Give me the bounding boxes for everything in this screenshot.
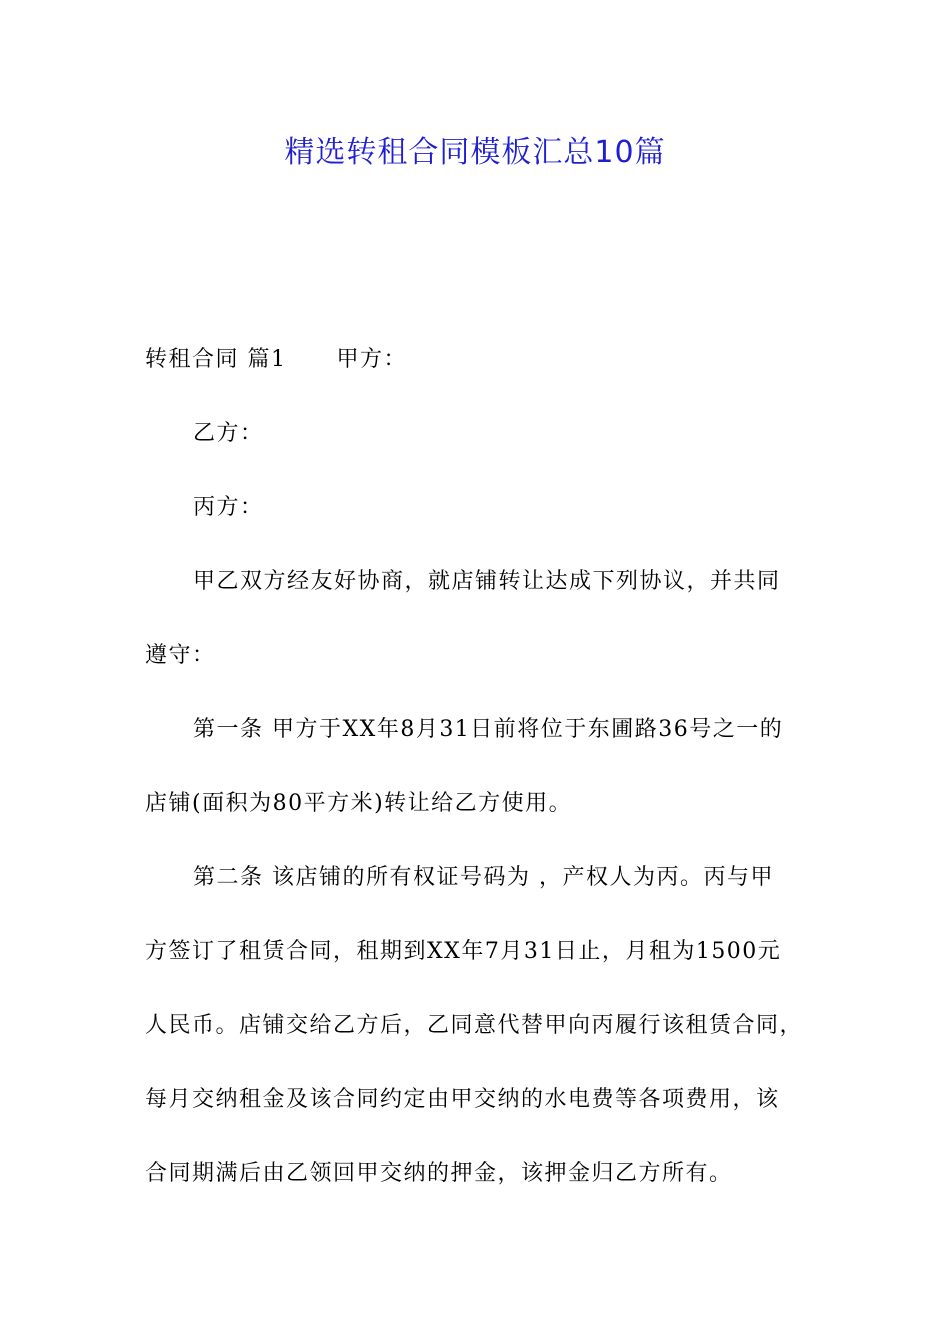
- document-title: 精选转租合同模板汇总10篇: [284, 135, 666, 170]
- heading-line: [145, 323, 815, 397]
- paragraph-line: 合同期满后由乙领回甲交纳的押金，该押金归乙方所有。: [145, 1161, 733, 1186]
- paragraph-line: 遵守：: [145, 643, 216, 668]
- paragraph-line: 每月交纳租金及该合同约定由甲交纳的水电费等各项费用，该: [145, 1087, 780, 1112]
- party-a-label: 甲方：: [336, 347, 408, 372]
- paragraph-line: 甲乙双方经友好协商，就店铺转让达成下列协议，并共同: [193, 569, 781, 594]
- document-body: [145, 323, 815, 1211]
- paragraph-line: 第一条 甲方于XX年8月31日前将位于东圃路36号之一的: [193, 717, 784, 742]
- paragraph-line: 第二条 该店铺的所有权证号码为 ，产权人为丙。丙与甲: [193, 865, 774, 890]
- party-b-label: 乙方：: [193, 421, 264, 446]
- section-label: 转租合同 篇1: [145, 347, 287, 372]
- paragraph-line: 方签订了租赁合同，租期到XX年7月31日止，月租为1500元: [145, 939, 782, 964]
- paragraph-line: 店铺(面积为80平方米)转让给乙方使用。: [145, 791, 573, 816]
- party-c-label: 丙方：: [193, 495, 264, 520]
- paragraph-line: 人民币。店铺交给乙方后，乙同意代替甲向丙履行该租赁合同，: [145, 1013, 804, 1038]
